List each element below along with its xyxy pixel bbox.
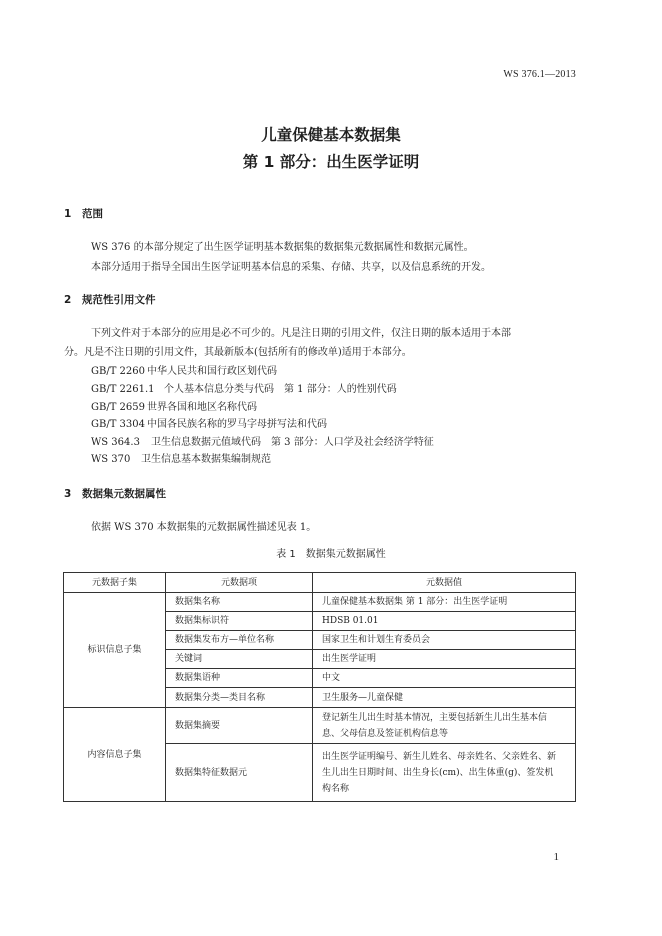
reference-code: WS 370 — [91, 454, 131, 465]
reference-item — [91, 362, 277, 377]
reference-item — [91, 450, 271, 465]
page-subtitle: 第 1 部分：出生医学证明 — [242, 153, 420, 171]
item-cell: 数据集标识符 — [166, 612, 313, 631]
value-cell: 儿童保健基本数据集 第 1 部分：出生医学证明 — [313, 593, 576, 612]
value-cell — [313, 708, 576, 744]
reference-title: 个人基本信息分类与代码 第 1 部分：人的性别代码 — [164, 384, 397, 395]
paragraph: WS 376 的本部分规定了出生医学证明基本数据集的数据集元数据属性和数据元属性。 — [91, 242, 474, 253]
paragraph: 依据 WS 370 本数据集的元数据属性描述见表 1。 — [91, 522, 317, 533]
paragraph: 下列文件对于本部分的应用是必不可少的。凡是注日期的引用文件，仅注日期的版本适用于本部 — [91, 328, 511, 339]
item-cell: 数据集特征数据元 — [166, 744, 313, 802]
table-caption: 表 1 数据集元数据属性 — [276, 549, 386, 560]
item-cell: 数据集名称 — [166, 593, 313, 612]
value-cell — [313, 744, 576, 802]
value-line: 构名称 — [322, 783, 350, 794]
paragraph: 分。凡是不注日期的引用文件，其最新版本(包括所有的修改单)适用于本部分。 — [64, 347, 412, 358]
reference-item — [91, 433, 434, 448]
value-line: 登记新生儿出生时基本情况，主要包括新生儿出生基本信 — [322, 712, 548, 723]
reference-title: 世界各国和地区名称代码 — [147, 402, 257, 413]
reference-code: GB/T 2659 — [91, 402, 146, 413]
reference-code: GB/T 3304 — [91, 419, 146, 430]
value-cell: 中文 — [313, 669, 576, 688]
section-number: 3 — [64, 488, 72, 500]
section-3-heading — [64, 486, 166, 501]
value-line: 息、父母信息及签证机构信息等 — [322, 728, 449, 739]
reference-title: 卫生信息基本数据集编制规范 — [141, 454, 271, 465]
paragraph: 本部分适用于指导全国出生医学证明基本信息的采集、存储、共享，以及信息系统的开发。 — [91, 262, 491, 273]
item-cell: 关键词 — [166, 650, 313, 669]
section-1-heading — [64, 206, 103, 221]
page-number: 1 — [553, 851, 559, 863]
value-line: 出生医学证明编号、新生儿姓名、母亲姓名、父亲姓名、新 — [322, 751, 557, 762]
reference-code: GB/T 2261.1 — [91, 384, 155, 395]
reference-item — [91, 415, 327, 430]
column-header: 元数据值 — [313, 573, 576, 593]
section-title: 范围 — [82, 208, 103, 220]
table-row — [64, 708, 576, 744]
value-cell: 卫生服务—儿童保健 — [313, 688, 576, 708]
table-header-row — [64, 573, 576, 593]
item-cell: 数据集摘要 — [166, 708, 313, 744]
section-title: 数据集元数据属性 — [82, 488, 166, 500]
section-title: 规范性引用文件 — [82, 294, 156, 306]
metadata-table — [63, 572, 576, 802]
item-cell: 数据集语种 — [166, 669, 313, 688]
value-cell: 出生医学证明 — [313, 650, 576, 669]
column-header: 元数据项 — [166, 573, 313, 593]
reference-title: 中华人民共和国行政区划代码 — [147, 366, 277, 377]
value-cell: 国家卫生和计划生育委员会 — [313, 631, 576, 650]
section-2-heading — [64, 292, 156, 307]
group-cell: 内容信息子集 — [64, 708, 166, 802]
reference-item — [91, 398, 257, 413]
reference-title: 中国各民族名称的罗马字母拼写法和代码 — [147, 419, 327, 430]
column-header: 元数据子集 — [64, 573, 166, 593]
reference-code: WS 364.3 — [91, 437, 140, 448]
section-number: 1 — [64, 208, 72, 220]
value-cell: HDSB 01.01 — [313, 612, 576, 631]
item-cell: 数据集发布方—单位名称 — [166, 631, 313, 650]
document-code: WS 376.1—2013 — [503, 69, 576, 80]
reference-item — [91, 380, 397, 395]
value-line: 生儿出生日期时间、出生身长(cm)、出生体重(g)、签发机 — [322, 767, 554, 778]
section-number: 2 — [64, 294, 72, 306]
item-cell: 数据集分类—类目名称 — [166, 688, 313, 708]
group-cell: 标识信息子集 — [64, 593, 166, 708]
page-title: 儿童保健基本数据集 — [261, 126, 401, 144]
reference-title: 卫生信息数据元值域代码 第 3 部分：人口学及社会经济学特征 — [151, 437, 434, 448]
table-row — [64, 593, 576, 612]
reference-code: GB/T 2260 — [91, 366, 146, 377]
